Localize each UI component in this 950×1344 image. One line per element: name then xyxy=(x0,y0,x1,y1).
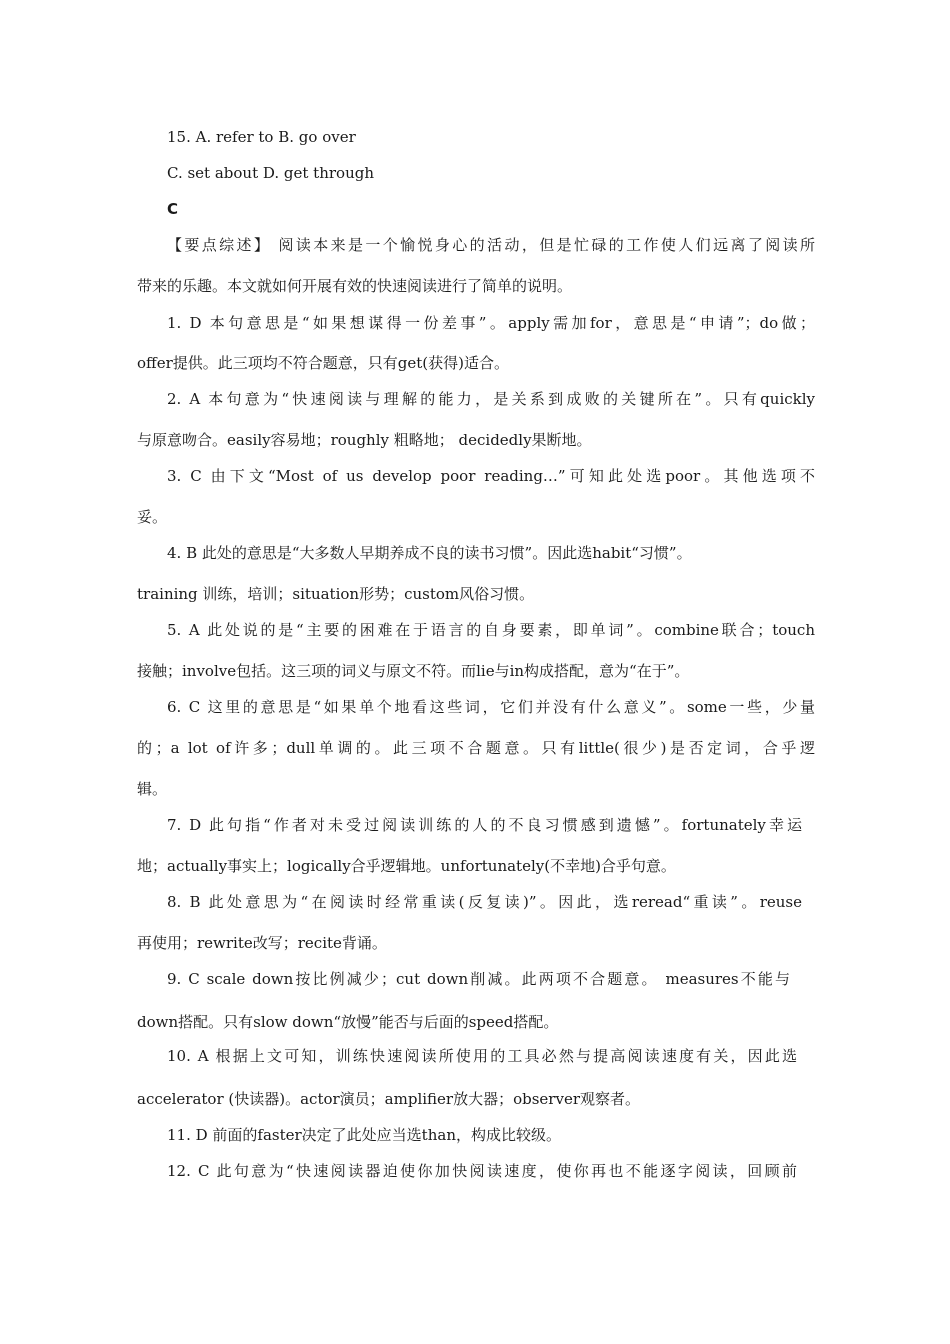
summary-line-2: 带来的乐趣。本文就如何开展有效的快速阅读进行了简单的说明。 xyxy=(137,277,573,295)
answer-9-line-2: down搭配。只有slow down“放慢”能否与后面的speed搭配。 xyxy=(137,1013,559,1031)
answer-11-line-1: 11. D 前面的faster决定了此处应当选than，构成比较级。 xyxy=(167,1126,561,1144)
answer-10-line-2: accelerator (快读器)。actor演员；amplifier放大器；observer观察者。 xyxy=(137,1090,640,1108)
answer-5-line-2: 接触；involve包括。这三项的词义与原文不符。而lie与in构成搭配，意为“在于”。 xyxy=(137,662,690,680)
answer-6-line-3: 辑。 xyxy=(137,780,168,798)
option-line-15-cd: C. set about D. get through xyxy=(167,164,374,182)
summary-line-1: 【要点综述】 阅读本来是一个愉悦身心的活动，但是忙碌的工作使人们远离了阅读所 xyxy=(167,236,815,254)
answer-9-line-1: 9. C scale down按比例减少；cut down削减。此两项不合题意。 measures不能与 xyxy=(167,970,790,988)
answer-12-line-1: 12. C 此句意为“快速阅读器迫使你加快阅读速度，使你再也不能逐字阅读，回顾前 xyxy=(167,1162,797,1180)
answer-10-line-1: 10. A 根据上文可知，训练快速阅读所使用的工具必然与提高阅读速度有关，因此选 xyxy=(167,1047,797,1065)
answer-3-line-2: 妥。 xyxy=(137,508,168,526)
answer-1-line-2: offer提供。此三项均不符合题意，只有get(获得)适合。 xyxy=(137,354,509,372)
answer-8-line-1: 8. B 此处意思为“在阅读时经常重读(反复读)”。因此，选reread“重读”。reuse xyxy=(167,893,802,911)
answer-5-line-1: 5. A 此处说的是“主要的困难在于语言的自身要素，即单词”。combine联合；touch xyxy=(167,621,815,639)
answer-7-line-1: 7. D 此句指“作者对未受过阅读训练的人的不良习惯感到遗憾”。fortunately幸运 xyxy=(167,816,802,834)
option-line-15-ab: 15. A. refer to B. go over xyxy=(167,128,356,146)
answer-8-line-2: 再使用；rewrite改写；recite背诵。 xyxy=(137,934,387,952)
section-heading-c: C xyxy=(167,200,179,218)
answer-6-line-1: 6. C 这里的意思是“如果单个地看这些词，它们并没有什么意义”。some一些，少量 xyxy=(167,698,815,716)
answer-4-line-1: 4. B 此处的意思是“大多数人早期养成不良的读书习惯”。因此选habit“习惯”。 xyxy=(167,544,692,562)
answer-2-line-2: 与原意吻合。easily容易地；roughly 粗略地； decidedly果断地。 xyxy=(137,431,592,449)
answer-2-line-1: 2. A 本句意为“快速阅读与理解的能力，是关系到成败的关键所在”。只有quickly xyxy=(167,390,815,408)
answer-7-line-2: 地；actually事实上；logically合乎逻辑地。unfortunately(不幸地)合乎句意。 xyxy=(137,857,676,875)
answer-3-line-1: 3. C 由下文“Most of us develop poor reading…”可知此处选poor。其他选项不 xyxy=(167,467,815,485)
answer-6-line-2: 的；a lot of许多；dull单调的。此三项不合题意。只有little(很少)是否定词，合乎逻 xyxy=(137,739,815,757)
answer-1-line-1: 1. D 本句意思是“如果想谋得一份差事”。apply需加for，意思是“申请”；do做； xyxy=(167,314,815,332)
answer-4-line-2: training 训练，培训；situation形势；custom风俗习惯。 xyxy=(137,585,535,603)
